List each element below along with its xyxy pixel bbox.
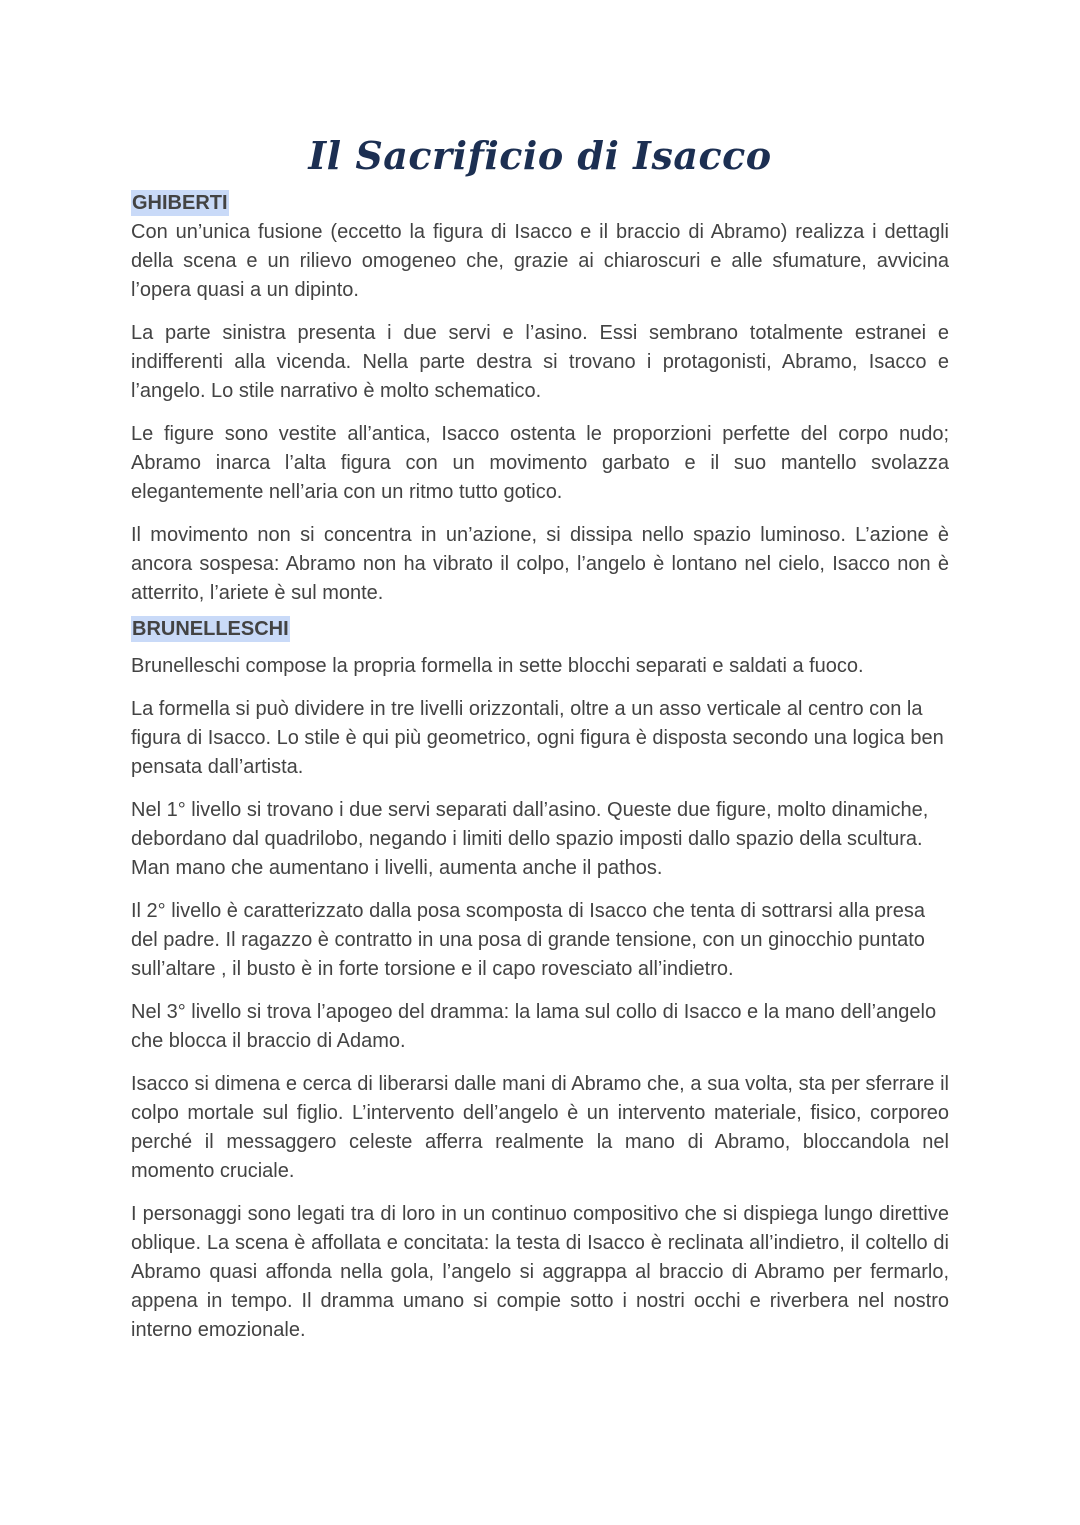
document-title: Il Sacrificio di Isacco [308, 133, 772, 178]
paragraph: Con un’unica fusione (eccetto la figura di Isacco e il braccio di Abramo) realizza i dettagli della scena e un rilievo omogeneo che, grazie ai chiaroscuri e alle sfumature, avvicina l’opera quasi a un dipinto. [131, 221, 949, 301]
paragraph: I personaggi sono legati tra di loro in un continuo compositivo che si dispiega lungo direttive oblique. La scena è affollata e concitata: la testa di Isacco è reclinata all’indietro, il coltello di Abramo quasi affonda nella gola, l’angelo si aggrappa al braccio di Abramo per fermarlo, appena in tempo. Il dramma umano si compie sotto i nostri occhi e riverbera nel nostro interno emozionale. [131, 1203, 949, 1341]
document-body [131, 128, 949, 1359]
paragraph: Brunelleschi compose la propria formella in sette blocchi separati e saldati a fuoco. [131, 655, 864, 677]
paragraph: Il movimento non si concentra in un’azione, si dissipa nello spazio luminoso. L’azione è ancora sospesa: Abramo non ha vibrato il colpo, l’angelo è lontano nel cielo, Isacco non è atterrito, l’ariete è sul monte. [131, 524, 949, 604]
paragraph: La parte sinistra presenta i due servi e l’asino. Essi sembrano totalmente estranei e indifferenti alla vicenda. Nella parte destra si trovano i protagonisti, Abramo, Isacco e l’angelo. Lo stile narrativo è molto schematico. [131, 322, 949, 402]
paragraph: Le figure sono vestite all’antica, Isacco ostenta le proporzioni perfette del corpo nudo; Abramo inarca l’alta figura con un movimento garbato e il suo mantello svolazza elegantemente nell’aria con un ritmo tutto gotico. [131, 423, 949, 503]
paragraph: Il 2° livello è caratterizzato dalla posa scomposta di Isacco che tenta di sottrarsi alla presa del padre. Il ragazzo è contratto in una posa di grande tensione, con un ginocchio puntato sull’altare , il busto è in forte torsione e il capo rovesciato all’indietro. [131, 900, 925, 980]
section-ghiberti [131, 190, 949, 218]
section-heading-ghiberti: GHIBERTI [132, 192, 228, 214]
paragraph: La formella si può dividere in tre livelli orizzontali, oltre a un asso verticale al centro con la figura di Isacco. Lo stile è qui più geometrico, ogni figura è disposta secondo una logica ben pensata dall’artista. [131, 698, 944, 778]
paragraph: Isacco si dimena e cerca di liberarsi dalle mani di Abramo che, a sua volta, sta per sferrare il colpo mortale sul figlio. L’intervento dell’angelo è un intervento materiale, fisico, corporeo perché il messaggero celeste afferra realmente la mano di Abramo, bloccandola nel momento cruciale. [131, 1073, 949, 1182]
section-heading-brunelleschi: BRUNELLESCHI [132, 618, 289, 640]
section-brunelleschi [131, 616, 949, 644]
paragraph: Nel 3° livello si trova l’apogeo del dramma: la lama sul collo di Isacco e la mano dell’angelo che blocca il braccio di Adamo. [131, 1001, 937, 1052]
paragraph: Nel 1° livello si trovano i due servi separati dall’asino. Queste due figure, molto dinamiche, debordano dal quadrilobo, negando i limiti dello spazio imposti dallo spazio della scultura. Man mano che aumentano i livelli, aumenta anche il pathos. [131, 799, 929, 879]
